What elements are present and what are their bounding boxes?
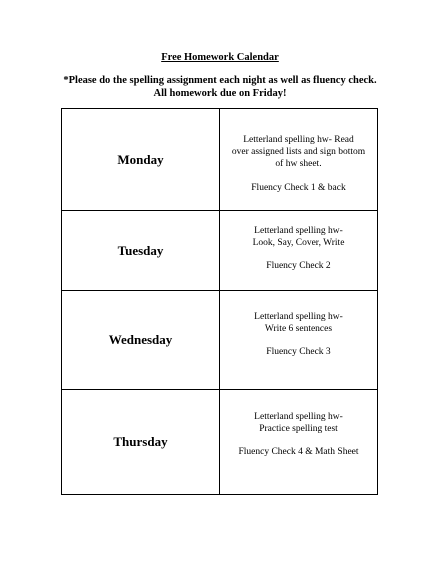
- day-label-tuesday: Tuesday: [62, 211, 220, 291]
- task-line: Look, Say, Cover, Write: [252, 238, 345, 248]
- page-title: Free Homework Calendar: [161, 52, 279, 63]
- instruction-line-1: *Please do the spelling assignment each night as well as fluency check.: [63, 75, 377, 86]
- task-cell-tuesday: [220, 211, 378, 291]
- task-cell-monday: [220, 109, 378, 211]
- task-line: of hw sheet.: [275, 158, 322, 169]
- task-cell-thursday: [220, 390, 378, 495]
- task-line: over assigned lists and sign bottom: [231, 146, 366, 157]
- day-label-monday: Monday: [62, 109, 220, 211]
- day-label-thursday: Thursday: [62, 390, 220, 495]
- task-cell-wednesday: [220, 291, 378, 390]
- fluency-check-thursday: Fluency Check 4 & Math Sheet: [238, 446, 359, 457]
- calendar-row-thursday: [62, 390, 378, 495]
- task-line: Letterland spelling hw-: [254, 226, 343, 236]
- task-line: Write 6 sentences: [264, 323, 333, 334]
- task-line: Letterland spelling hw- Read: [243, 134, 354, 145]
- task-line: Practice spelling test: [259, 423, 338, 434]
- homework-calendar-table: [61, 108, 378, 495]
- task-line: Letterland spelling hw-: [254, 411, 343, 422]
- instruction-line-2: All homework due on Friday!: [153, 87, 287, 99]
- fluency-check-monday: Fluency Check 1 & back: [251, 182, 346, 193]
- calendar-row-tuesday: [62, 211, 378, 291]
- fluency-check-tuesday: Fluency Check 2: [266, 261, 331, 271]
- day-label-wednesday: Wednesday: [62, 291, 220, 390]
- calendar-row-wednesday: [62, 291, 378, 390]
- task-line: Letterland spelling hw-: [254, 311, 343, 322]
- calendar-row-monday: [62, 109, 378, 211]
- fluency-check-wednesday: Fluency Check 3: [266, 346, 331, 357]
- instructions: [0, 75, 440, 100]
